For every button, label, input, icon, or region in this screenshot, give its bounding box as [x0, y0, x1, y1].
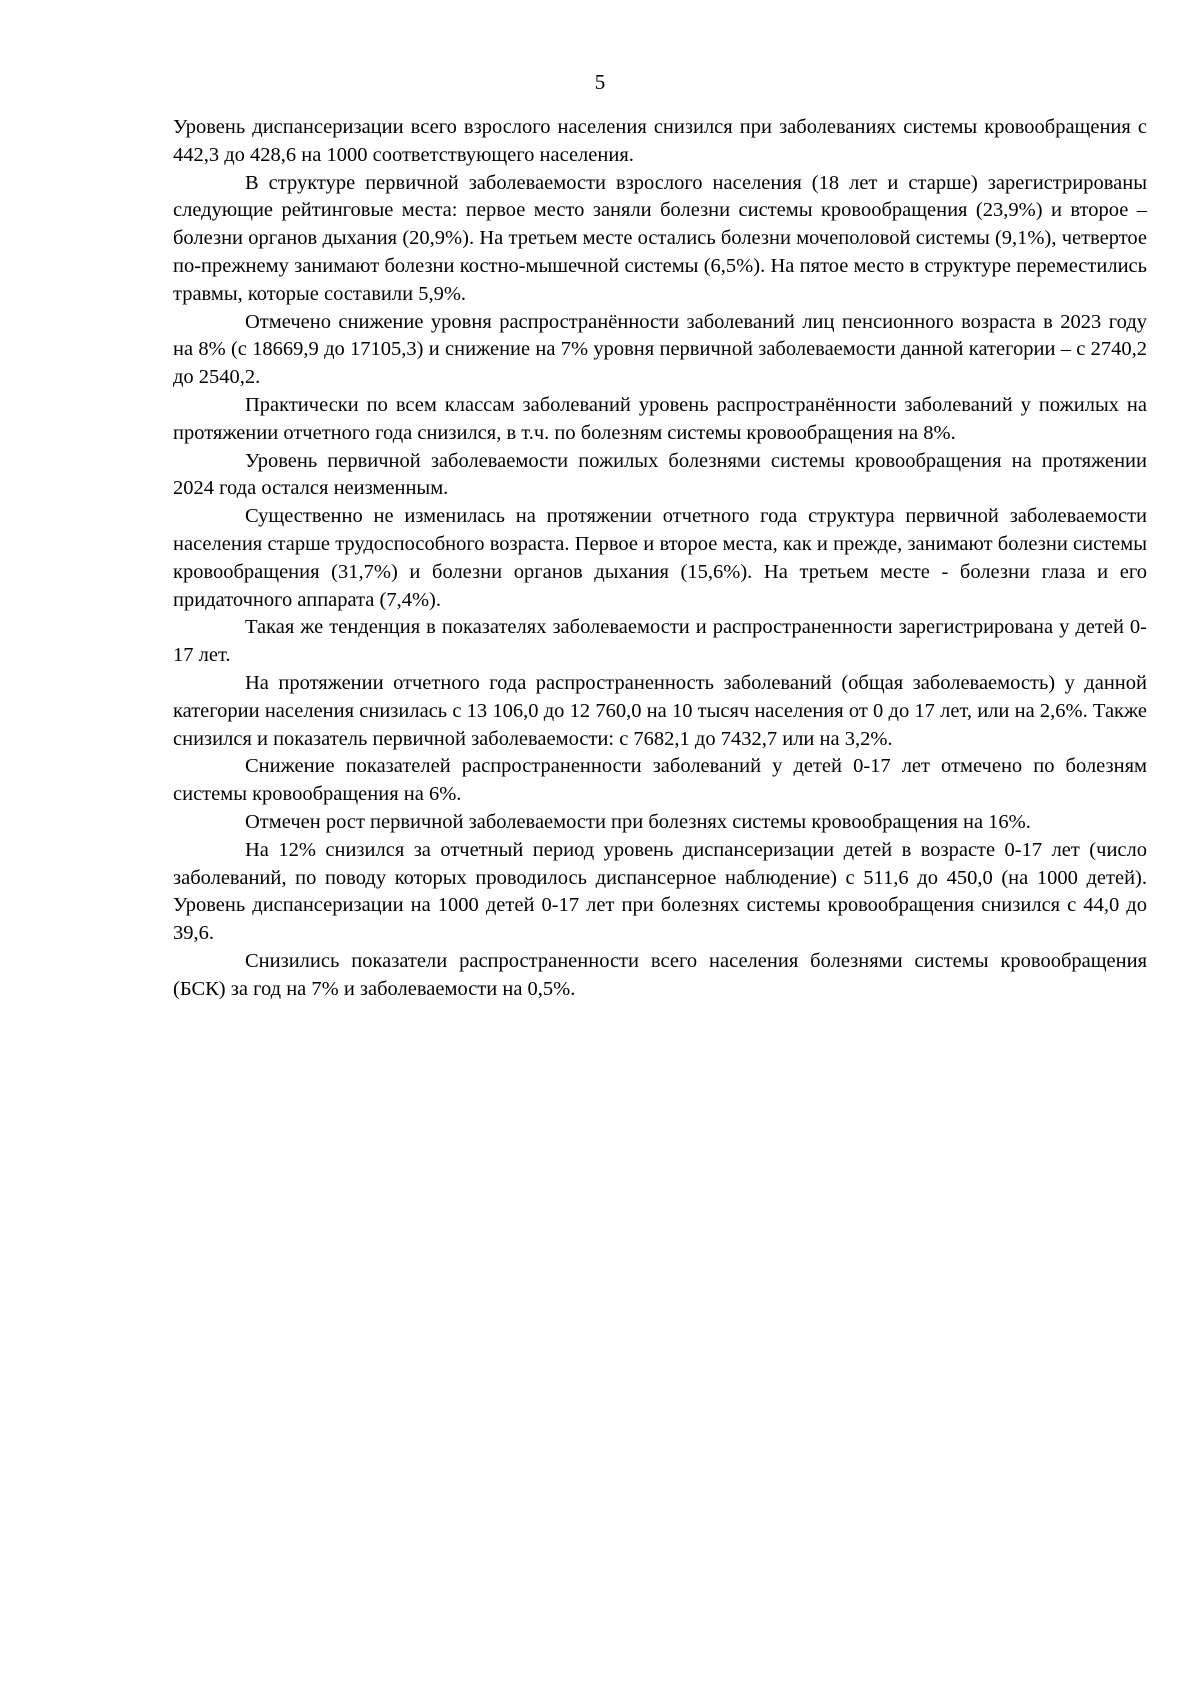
paragraph: Уровень первичной заболеваемости пожилых болезнями системы кровообращения на протяжении 2024 года остался неизменным.: [173, 449, 1147, 500]
paragraph: Снизились показатели распространенности всего населения болезнями системы кровообращения (БСК) за год на 7% и заболеваемости на 0,5%.: [173, 949, 1147, 1000]
paragraph: В структуре первичной заболеваемости взрослого населения (18 лет и старше) зарегистрированы следующие рейтинговые места: первое место заняли болезни системы кровообращения (23,9%) и второе – болезни органов дыхания (20,9%). На третьем месте остались болезни мочеполовой системы (9,1%), четвертое по-прежнему занимают болезни костно-мышечной системы (6,5%). На пятое место в структуре переместились травмы, которые составили 5,9%.: [173, 171, 1147, 305]
paragraph: Снижение показателей распространенности заболеваний у детей 0-17 лет отмечено по болезням системы кровообращения на 6%.: [173, 755, 1147, 806]
document-body: [173, 114, 1147, 1004]
paragraph: Отмечено снижение уровня распространённости заболеваний лиц пенсионного возраста в 2023 году на 8% (с 18669,9 до 17105,3) и снижение на 7% уровня первичной заболеваемости данной категории – с 2740,2 до 2540,2.: [173, 310, 1147, 389]
paragraph: Такая же тенденция в показателях заболеваемости и распространенности зарегистрирована у детей 0-17 лет.: [173, 616, 1147, 667]
paragraph: Практически по всем классам заболеваний уровень распространённости заболеваний у пожилых на протяжении отчетного года снизился, в т.ч. по болезням системы кровообращения на 8%.: [173, 393, 1147, 444]
page-number: 5: [594, 70, 606, 94]
paragraph: Уровень диспансеризации всего взрослого населения снизился при заболеваниях системы кровообращения с 442,3 до 428,6 на 1000 соответствующего населения.: [173, 116, 1147, 166]
paragraph: Отмечен рост первичной заболеваемости при болезнях системы кровообращения на 16%.: [245, 810, 1031, 833]
paragraph: На 12% снизился за отчетный период уровень диспансеризации детей в возрасте 0-17 лет (число заболеваний, по поводу которых проводилось диспансерное наблюдение) с 511,6 до 450,0 (на 1000 детей). Уровень диспансеризации на 1000 детей 0-17 лет при болезнях системы кровообращения снизился с 44,0 до 39,6.: [173, 838, 1147, 945]
paragraph: Существенно не изменилась на протяжении отчетного года структура первичной заболеваемости населения старше трудоспособного возраста. Первое и второе места, как и прежде, занимают болезни системы кровообращения (31,7%) и болезни органов дыхания (15,6%). На третьем месте - болезни глаза и его придаточного аппарата (7,4%).: [173, 505, 1147, 611]
paragraph: На протяжении отчетного года распространенность заболеваний (общая заболеваемость) у данной категории населения снизилась с 13 106,0 до 12 760,0 на 10 тысяч населения от 0 до 17 лет, или на 2,6%. Также снизился и показатель первичной заболеваемости: с 7682,1 до 7432,7 или на 3,2%.: [173, 671, 1147, 750]
